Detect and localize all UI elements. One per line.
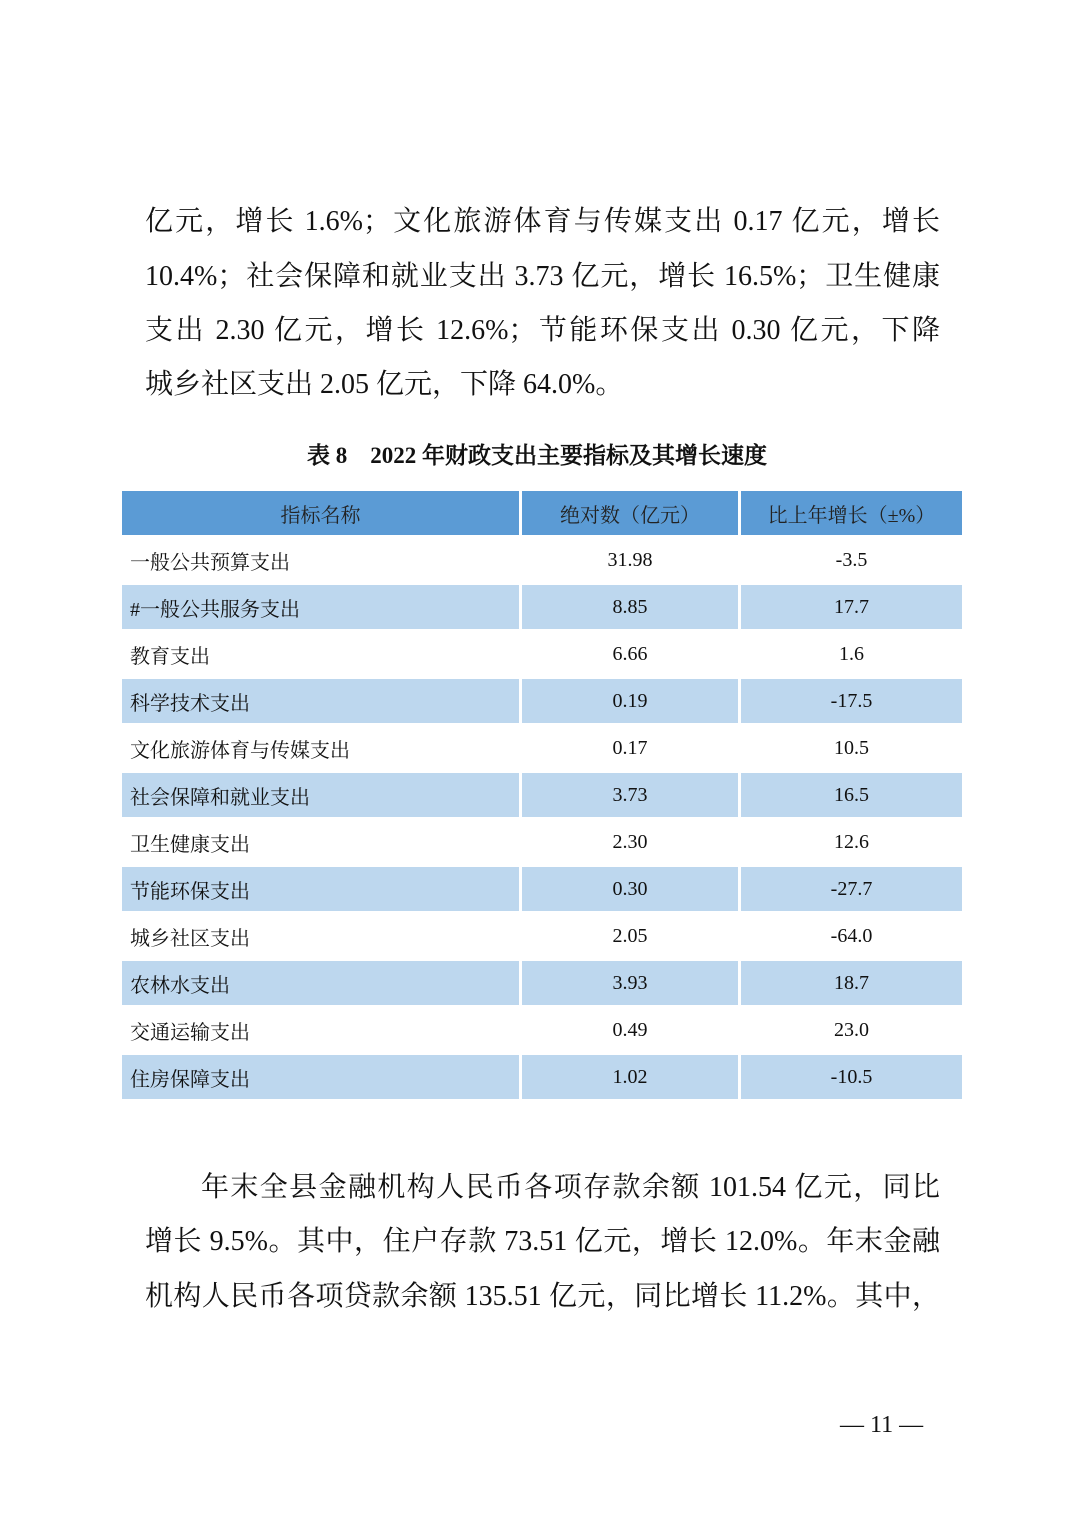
expenditure-table — [119, 488, 965, 1102]
growth-cell: -27.7 — [741, 867, 962, 911]
growth-cell: -3.5 — [835, 548, 868, 571]
table-row — [122, 867, 962, 911]
header-growth: 比上年增长（±%） — [741, 491, 962, 535]
table-row — [122, 820, 962, 864]
growth-cell: 1.6 — [839, 642, 864, 665]
table-row — [122, 1008, 962, 1052]
indicator-name-cell: 社会保障和就业支出 — [122, 773, 519, 817]
growth-cell: -17.5 — [741, 679, 962, 723]
table-row — [122, 726, 962, 770]
table-row — [122, 1055, 962, 1099]
growth-cell: -64.0 — [830, 924, 873, 947]
header-absolute: 绝对数（亿元） — [522, 491, 738, 535]
indicator-name-cell: 城乡社区支出 — [130, 927, 250, 950]
table-title: 表 8 2022 年财政支出主要指标及其增长速度 — [307, 443, 767, 468]
table-row — [122, 585, 962, 629]
absolute-value-cell: 1.02 — [522, 1055, 738, 1099]
body-text-line: 城乡社区支出 2.05 亿元，下降 64.0%。 — [145, 369, 624, 400]
header-indicator: 指标名称 — [122, 491, 519, 535]
growth-cell: -10.5 — [741, 1055, 962, 1099]
indicator-name-cell: 卫生健康支出 — [130, 833, 250, 856]
indicator-name-cell: 交通运输支出 — [130, 1021, 250, 1044]
table-row — [122, 632, 962, 676]
body-text-line: 支出 2.30 亿元，增长 12.6%；节能环保支出 0.30 亿元，下降 — [145, 315, 940, 346]
table-row — [122, 773, 962, 817]
indicator-name-cell: #一般公共服务支出 — [122, 585, 519, 629]
body-text-line: 10.4%；社会保障和就业支出 3.73 亿元，增长 16.5%；卫生健康 — [145, 261, 940, 292]
table-row — [122, 961, 962, 1005]
indicator-name-cell: 科学技术支出 — [122, 679, 519, 723]
table-row — [122, 679, 962, 723]
indicator-name-cell: 节能环保支出 — [122, 867, 519, 911]
growth-cell: 12.6 — [834, 830, 869, 853]
page-number: — 11 — — [840, 1412, 924, 1438]
indicator-name-cell: 文化旅游体育与传媒支出 — [130, 739, 350, 762]
absolute-value-cell: 8.85 — [522, 585, 738, 629]
growth-cell: 18.7 — [741, 961, 962, 1005]
absolute-value-cell: 3.73 — [522, 773, 738, 817]
absolute-value-cell: 2.05 — [612, 924, 648, 947]
absolute-value-cell: 2.30 — [612, 830, 648, 853]
indicator-name-cell: 住房保障支出 — [122, 1055, 519, 1099]
absolute-value-cell: 0.19 — [522, 679, 738, 723]
growth-cell: 16.5 — [741, 773, 962, 817]
absolute-value-cell: 0.30 — [522, 867, 738, 911]
absolute-value-cell: 0.17 — [612, 736, 648, 759]
body-text-line: 机构人民币各项贷款余额 135.51 亿元，同比增长 11.2%。其中， — [145, 1281, 940, 1312]
indicator-name-cell: 教育支出 — [130, 645, 210, 668]
indicator-name-cell: 一般公共预算支出 — [130, 551, 290, 574]
absolute-value-cell: 31.98 — [607, 548, 653, 571]
growth-cell: 10.5 — [834, 736, 869, 759]
table-row — [122, 914, 962, 958]
body-text-line: 增长 9.5%。其中，住户存款 73.51 亿元，增长 12.0%。年末金融 — [145, 1226, 940, 1257]
body-text-line: 亿元，增长 1.6%；文化旅游体育与传媒支出 0.17 亿元，增长 — [145, 206, 940, 237]
indicator-name-cell: 农林水支出 — [122, 961, 519, 1005]
growth-cell: 17.7 — [741, 585, 962, 629]
absolute-value-cell: 0.49 — [612, 1018, 648, 1041]
table-header-row — [122, 491, 962, 535]
table-row — [122, 538, 962, 582]
growth-cell: 23.0 — [834, 1018, 869, 1041]
absolute-value-cell: 3.93 — [522, 961, 738, 1005]
body-text-line: 年末全县金融机构人民币各项存款余额 101.54 亿元，同比 — [201, 1172, 940, 1203]
absolute-value-cell: 6.66 — [612, 642, 648, 665]
